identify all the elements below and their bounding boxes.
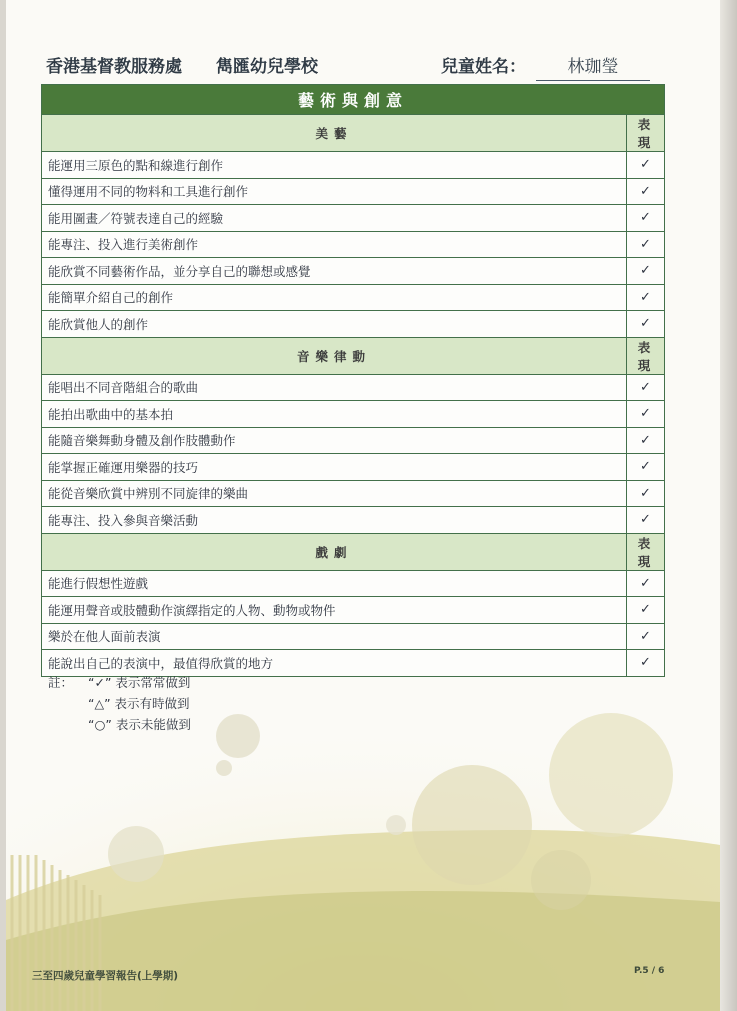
organization-name: 香港基督教服務處 xyxy=(46,57,182,77)
criterion-text: 能運用聲音或肢體動作演繹指定的人物、動物或物件 xyxy=(42,597,627,624)
table-row xyxy=(42,597,665,624)
footer-title: 三至四歲兒童學習報告(上學期) xyxy=(32,970,179,982)
page-header xyxy=(46,52,680,82)
checkmark-icon: ✓ xyxy=(627,650,665,677)
performance-header: 表現 xyxy=(627,115,665,152)
child-name-label: 兒童姓名： xyxy=(441,57,526,77)
table-row xyxy=(42,374,665,401)
table-row xyxy=(42,570,665,597)
page-number: P.5 / 6 xyxy=(634,966,665,976)
checkmark-icon: ✓ xyxy=(627,401,665,428)
table-row xyxy=(42,231,665,258)
checkmark-icon: ✓ xyxy=(627,427,665,454)
table-row xyxy=(42,623,665,650)
legend-line: “△” 表示有時做到 xyxy=(88,696,190,711)
section-header-row xyxy=(42,115,665,152)
criterion-text: 能說出自己的表演中，最值得欣賞的地方 xyxy=(42,650,627,677)
section-title: 音樂律動 xyxy=(42,337,627,374)
table-row xyxy=(42,507,665,534)
section-title: 戲劇 xyxy=(42,533,627,570)
table-row xyxy=(42,454,665,481)
notes-label: 註： xyxy=(48,675,74,690)
table-row xyxy=(42,205,665,232)
section-header-row xyxy=(42,337,665,374)
table-title: 藝術與創意 xyxy=(42,85,665,115)
page-edge-shadow xyxy=(720,0,737,1011)
criterion-text: 能從音樂欣賞中辨別不同旋律的樂曲 xyxy=(42,480,627,507)
checkmark-icon: ✓ xyxy=(627,205,665,232)
criterion-text: 能用圖畫／符號表達自己的經驗 xyxy=(42,205,627,232)
checkmark-icon: ✓ xyxy=(627,231,665,258)
checkmark-icon: ✓ xyxy=(627,374,665,401)
legend-line: “○” 表示未能做到 xyxy=(88,717,191,732)
criterion-text: 能拍出歌曲中的基本拍 xyxy=(42,401,627,428)
table-row xyxy=(42,311,665,338)
criterion-text: 懂得運用不同的物料和工具進行創作 xyxy=(42,178,627,205)
checkmark-icon: ✓ xyxy=(627,454,665,481)
table-row xyxy=(42,401,665,428)
table-row xyxy=(42,427,665,454)
criterion-text: 能欣賞他人的創作 xyxy=(42,311,627,338)
criterion-text: 能掌握正確運用樂器的技巧 xyxy=(42,454,627,481)
criterion-text: 能欣賞不同藝術作品，並分享自己的聯想或感覺 xyxy=(42,258,627,285)
criterion-text: 能隨音樂舞動身體及創作肢體動作 xyxy=(42,427,627,454)
child-name-value: 林珈瑩 xyxy=(536,52,650,81)
table-title-row xyxy=(42,85,665,115)
performance-header: 表現 xyxy=(627,337,665,374)
school-name: 雋匯幼兒學校 xyxy=(216,57,318,77)
criterion-text: 能進行假想性遊戲 xyxy=(42,570,627,597)
checkmark-icon: ✓ xyxy=(627,311,665,338)
table-row xyxy=(42,284,665,311)
legend-line: “✓” 表示常常做到 xyxy=(88,675,191,690)
criterion-text: 能唱出不同音階組合的歌曲 xyxy=(42,374,627,401)
checkmark-icon: ✓ xyxy=(627,597,665,624)
section-title: 美藝 xyxy=(42,115,627,152)
criterion-text: 能專注、投入參與音樂活動 xyxy=(42,507,627,534)
checkmark-icon: ✓ xyxy=(627,178,665,205)
checkmark-icon: ✓ xyxy=(627,570,665,597)
performance-header: 表現 xyxy=(627,533,665,570)
checkmark-icon: ✓ xyxy=(627,623,665,650)
notes-lines xyxy=(88,672,191,735)
table-row xyxy=(42,152,665,179)
checkmark-icon: ✓ xyxy=(627,480,665,507)
table-row xyxy=(42,480,665,507)
checkmark-icon: ✓ xyxy=(627,258,665,285)
table-row xyxy=(42,258,665,285)
criterion-text: 能專注、投入進行美術創作 xyxy=(42,231,627,258)
checkmark-icon: ✓ xyxy=(627,507,665,534)
checkmark-icon: ✓ xyxy=(627,284,665,311)
criterion-text: 能運用三原色的點和線進行創作 xyxy=(42,152,627,179)
criterion-text: 樂於在他人面前表演 xyxy=(42,623,627,650)
criterion-text: 能簡單介紹自己的創作 xyxy=(42,284,627,311)
section-header-row xyxy=(42,533,665,570)
checkmark-icon: ✓ xyxy=(627,152,665,179)
table-row xyxy=(42,178,665,205)
report-page xyxy=(6,0,720,1011)
assessment-table xyxy=(41,84,665,677)
